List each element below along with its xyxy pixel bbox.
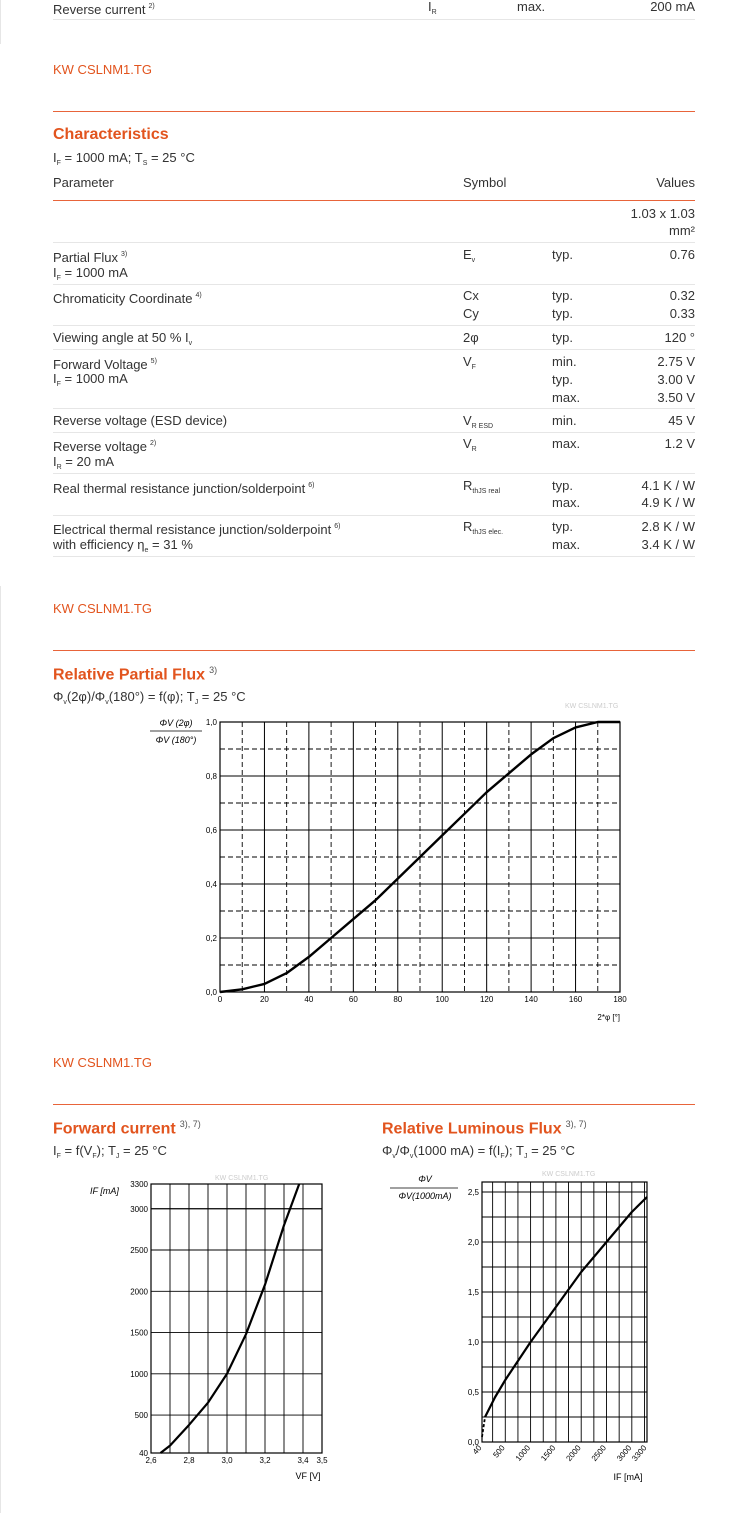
- table-row-type: min.: [552, 413, 577, 428]
- table-row-param: Partial Flux $^{3)}$: [53, 250, 128, 265]
- y-axis-label: IF [mA]: [90, 1186, 119, 1196]
- forward-current-formula: $I_F = f(V_F)$; $T_J = 25$ °C: [53, 1143, 167, 1160]
- x-tick-label: 2500: [589, 1443, 609, 1463]
- table-row-symbol: 2φ: [463, 330, 479, 345]
- forward-current-chart: [80, 1170, 360, 1490]
- table-row-condition: $I_F = 1000$ mA: [53, 371, 128, 388]
- x-tick-label: 1500: [539, 1443, 558, 1463]
- row-divider: [53, 19, 695, 20]
- page-edge: [0, 586, 1, 1513]
- section-rule: [53, 650, 695, 651]
- rel-lum-flux-chart: [380, 1165, 670, 1490]
- y-tick-label: 1000: [130, 1369, 148, 1379]
- rel-partial-flux-formula: $\Phi_v(2\varphi)/\Phi_v(180^\circ) = f(\varphi)$; $T_J = 25$ °C: [53, 689, 246, 706]
- table-row-type: max.: [552, 436, 581, 451]
- top-row-value: 200 mA: [650, 0, 695, 14]
- y-tick-label: 0,0: [205, 988, 217, 997]
- top-row-param: Reverse current $^{2)}$: [53, 2, 155, 17]
- y-axis-label-numerator: ΦV (2φ): [159, 718, 193, 728]
- y-tick-label: 0,2: [205, 934, 217, 943]
- dimension-unit: mm²: [669, 223, 695, 238]
- page-edge: [0, 0, 1, 44]
- table-row-value: 3.4 K / W: [641, 537, 695, 552]
- y-tick-label: 1,5: [467, 1288, 479, 1297]
- table-row-symbol: $V_F$: [463, 354, 476, 371]
- x-tick-label: 2,6: [145, 1456, 157, 1465]
- row-divider: [53, 473, 695, 474]
- rel-partial-flux-title: Relative Partial Flux $^{3)}$: [53, 665, 218, 684]
- table-row-condition: $I_F = 1000$ mA: [53, 265, 128, 282]
- y-tick-label: 1500: [130, 1328, 148, 1338]
- table-row-symbol: $R_{thJS elec.}$: [463, 519, 504, 536]
- table-row-symbol: $E_v$: [463, 247, 476, 264]
- y-tick-label: 2000: [130, 1287, 148, 1297]
- table-row-value: 4.9 K / W: [641, 495, 695, 510]
- chart-watermark: KW CSLNM1.TG: [215, 1175, 269, 1182]
- x-tick-label: 2,8: [183, 1456, 195, 1465]
- table-row-condition: $I_R = 20$ mA: [53, 454, 115, 471]
- table-row-value: 0.76: [669, 247, 695, 262]
- row-divider: [53, 408, 695, 409]
- forward-current-title: Forward current $^{3), 7)}$: [53, 1119, 201, 1138]
- table-row-value: 2.8 K / W: [641, 519, 695, 534]
- y-tick-label: 500: [134, 1411, 148, 1421]
- table-row-param: Real thermal resistance junction/solderpoint $^{6)}$: [53, 481, 315, 496]
- y-tick-label: 40: [139, 1449, 148, 1458]
- x-tick-label: 3000: [615, 1443, 634, 1463]
- table-row-symbol: $V_R$: [463, 436, 477, 453]
- rel-lum-flux-formula: $\Phi_v/\Phi_v(1000$ $mA) = f(I_F)$; $T_J = 25$ °C: [382, 1143, 575, 1160]
- section-rule: [53, 1104, 695, 1105]
- series-line: [485, 1197, 647, 1417]
- table-row-type: max.: [552, 537, 581, 552]
- table-row-param: Reverse voltage $^{2)}$: [53, 439, 157, 454]
- row-divider: [53, 515, 695, 516]
- table-row-value: 4.1 K / W: [641, 478, 695, 493]
- rel-partial-flux-chart: [140, 703, 640, 1027]
- row-divider: [53, 556, 695, 557]
- x-tick-label: 80: [393, 995, 403, 1004]
- characteristics-conditions: $I_F = 1000$ mA; $T_S = 25$ °C: [53, 150, 195, 167]
- x-tick-label: 180: [613, 995, 627, 1004]
- table-row-type: typ.: [552, 519, 573, 534]
- y-tick-label: 0,5: [467, 1388, 479, 1397]
- table-row-value: 2.75 V: [657, 354, 695, 369]
- x-tick-label: 1000: [513, 1443, 533, 1463]
- row-divider: [53, 432, 695, 433]
- top-row-type: max.: [517, 0, 546, 14]
- y-axis-label-denominator: ΦV (180°): [155, 735, 197, 745]
- x-tick-label: 3,2: [259, 1456, 271, 1465]
- table-row-value: 0.33: [669, 306, 695, 321]
- y-tick-label: 2,5: [467, 1188, 479, 1197]
- table-row-param: Chromaticity Coordinate $^{4)}$: [53, 291, 202, 306]
- y-tick-label: 2500: [130, 1246, 148, 1256]
- x-tick-label: 500: [491, 1443, 507, 1460]
- characteristics-title: Characteristics: [53, 126, 169, 143]
- x-axis-label: VF [V]: [295, 1471, 321, 1481]
- table-row-symbol: $R_{thJS real}$: [463, 478, 501, 495]
- dimension-value: 1.03 x 1.03: [630, 206, 695, 221]
- rel-lum-flux-title: Relative Luminous Flux $^{3), 7)}$: [382, 1119, 587, 1138]
- table-row-symbol: Cx: [463, 288, 479, 303]
- x-tick-label: 60: [348, 995, 358, 1004]
- x-tick-label: 100: [435, 995, 449, 1004]
- row-divider: [53, 349, 695, 350]
- table-row-param: Viewing angle at 50 % $I_v$: [53, 330, 193, 347]
- table-row-symbol: Cy: [463, 306, 479, 321]
- row-divider: [53, 242, 695, 243]
- table-row-value: 3.50 V: [657, 390, 695, 405]
- table-row-type: max.: [552, 390, 581, 405]
- x-tick-label: 3300: [630, 1443, 649, 1463]
- y-tick-label: 0,0: [467, 1438, 479, 1447]
- table-row-value: 1.2 V: [664, 436, 695, 451]
- table-row-value: 120 °: [664, 330, 695, 345]
- chart-watermark: KW CSLNM1.TG: [542, 1171, 596, 1178]
- y-tick-label: 3300: [130, 1180, 148, 1189]
- col-header-parameter: Parameter: [53, 175, 114, 190]
- table-row-param: Reverse voltage (ESD device): [53, 413, 228, 428]
- table-row-type: min.: [552, 354, 577, 369]
- row-divider: [53, 325, 695, 326]
- table-row-type: typ.: [552, 306, 573, 321]
- y-axis-label-numerator: ΦV: [418, 1174, 432, 1184]
- product-label: KW CSLNM1.TG: [53, 601, 152, 616]
- section-rule: [53, 111, 695, 112]
- y-tick-label: 0,8: [205, 772, 217, 781]
- table-row-value: 45 V: [668, 413, 695, 428]
- table-row-type: typ.: [552, 247, 573, 262]
- x-tick-label: 120: [479, 995, 494, 1004]
- plot-frame: [482, 1182, 647, 1442]
- plot-frame: [151, 1184, 322, 1453]
- top-row-symbol: $I_R$: [428, 0, 437, 16]
- col-header-values: Values: [656, 175, 695, 190]
- series-line: [161, 1184, 300, 1453]
- x-tick-label: 140: [524, 995, 538, 1004]
- table-row-param: Electrical thermal resistance junction/solderpoint $^{6)}$: [53, 522, 341, 537]
- x-tick-label: 160: [568, 995, 583, 1004]
- table-row-type: max.: [552, 495, 581, 510]
- x-axis-label: 2*φ [°]: [597, 1013, 620, 1022]
- product-label: KW CSLNM1.TG: [53, 62, 152, 77]
- row-divider: [53, 284, 695, 285]
- chart-watermark: KW CSLNM1.TG: [565, 703, 619, 710]
- y-tick-label: 0,6: [205, 826, 217, 835]
- x-tick-label: 3,4: [297, 1456, 309, 1465]
- table-row-value: 0.32: [669, 288, 695, 303]
- product-label: KW CSLNM1.TG: [53, 1055, 152, 1070]
- table-row-type: typ.: [552, 478, 573, 493]
- x-tick-label: 40: [304, 995, 314, 1004]
- y-tick-label: 0,4: [205, 880, 217, 889]
- col-header-symbol: Symbol: [463, 175, 507, 190]
- table-row-type: typ.: [552, 330, 573, 345]
- table-header-rule: [53, 200, 695, 201]
- x-tick-label: 0: [217, 995, 223, 1004]
- table-row-type: typ.: [552, 288, 573, 303]
- y-tick-label: 3000: [130, 1204, 148, 1214]
- y-tick-label: 1,0: [467, 1338, 479, 1347]
- y-tick-label: 1,0: [205, 718, 217, 727]
- table-row-condition: with efficiency $\eta_e = 31$ %: [53, 537, 193, 554]
- x-tick-label: 3,5: [316, 1456, 328, 1465]
- table-row-value: 3.00 V: [657, 372, 695, 387]
- y-tick-label: 2,0: [467, 1238, 479, 1247]
- x-axis-label: IF [mA]: [613, 1472, 643, 1482]
- x-tick-label: 3,0: [221, 1456, 233, 1465]
- x-tick-label: 2000: [564, 1443, 583, 1463]
- table-row-param: Forward Voltage $^{5)}$: [53, 357, 157, 372]
- table-row-type: typ.: [552, 372, 573, 387]
- table-row-symbol: $V_{R ESD}$: [463, 413, 494, 430]
- x-tick-label: 20: [259, 995, 269, 1004]
- x-tick-label: 40: [470, 1443, 484, 1457]
- y-axis-label-denominator: ΦV(1000mA): [398, 1191, 452, 1201]
